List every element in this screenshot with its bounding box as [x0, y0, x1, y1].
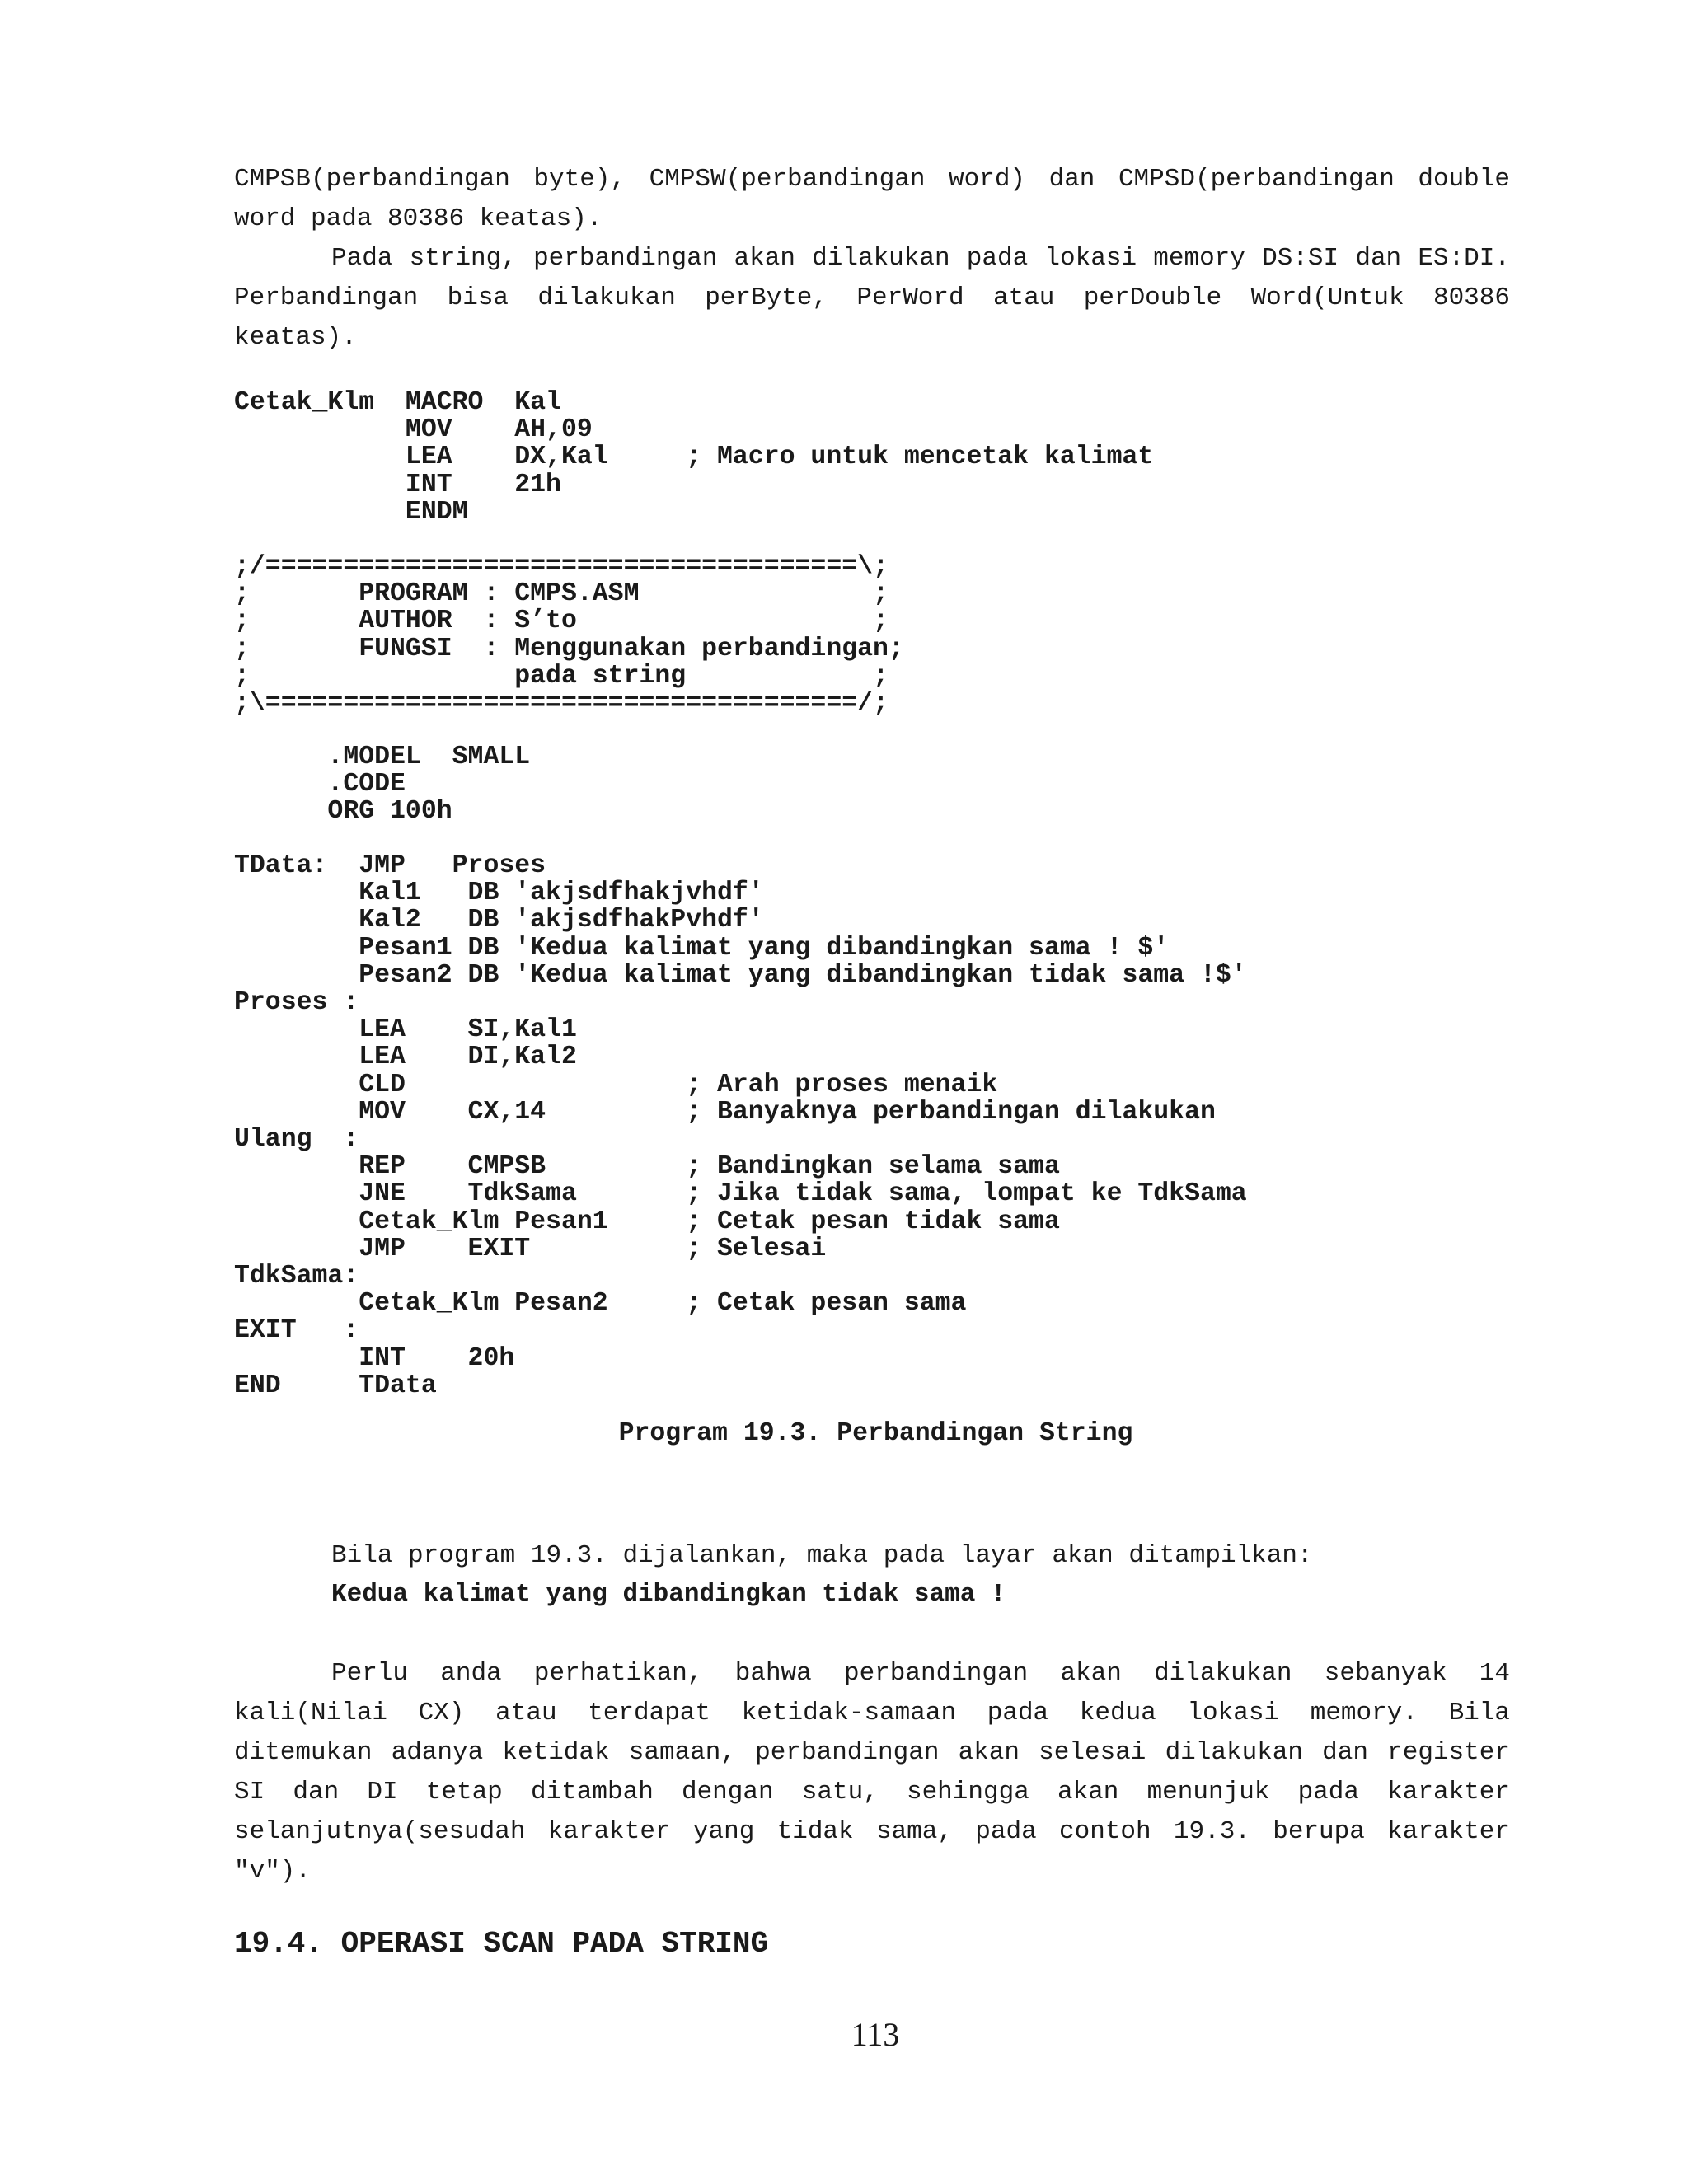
page-number: 113 [851, 2016, 900, 2053]
section-heading: 19.4. OPERASI SCAN PADA STRING [234, 1927, 769, 1961]
intro-paragraph: CMPSB(perbandingan byte), CMPSW(perbandingan word) dan CMPSD(perbandingan double word pada 80386 keatas). [234, 165, 1510, 233]
program-caption: Program 19.3. Perbandingan String [618, 1419, 1133, 1448]
explanation-paragraph: Perlu anda perhatikan, bahwa perbandingan akan dilakukan sebanyak 14 kali(Nilai CX) atau terdapat ketidak-samaan pada kedua lokasi memory. Bila ditemukan adanya ketidak samaan, perbandingan akan selesai dilakukan dan register SI dan DI tetap ditambah dengan satu, sehingga akan menunjuk pada karakter selanjutnya(sesudah karakter yang tidak sama, pada contoh 19.3. berupa karakter "v"). [234, 1659, 1510, 1886]
program-header-comment: ;/======================================\; ; PROGRAM : CMPS.ASM ; ; AUTHOR : S’to ; ; FUNGSI : Menggunakan perbandingan; ; pada string ; ;\======================================/; [234, 552, 904, 719]
run-intro-text: Bila program 19.3. dijalankan, maka pada layar akan ditampilkan: [331, 1541, 1313, 1570]
model-directives-code: .MODEL SMALL .CODE ORG 100h [327, 743, 531, 827]
program-output-text: Kedua kalimat yang dibandingkan tidak sama ! [331, 1580, 1006, 1609]
macro-code-block: Cetak_Klm MACRO Kal MOV AH,09 LEA DX,Kal ; Macro untuk mencetak kalimat INT 21h ENDM [234, 388, 1154, 527]
string-compare-paragraph: Pada string, perbandingan akan dilakukan pada lokasi memory DS:SI dan ES:DI. Perbandingan bisa dilakukan perByte, PerWord atau perDouble Word(Untuk 80386 keatas). [234, 244, 1510, 352]
program-body-code: TData: JMP Proses Kal1 DB 'akjsdfhakjvhdf' Kal2 DB 'akjsdfhakPvhdf' Pesan1 DB 'Kedua kalimat yang dibandingkan sama ! $' Pesan2 DB 'Kedua kalimat yang dibandingkan tidak sama !$' Proses : LEA SI,Kal1 LEA DI,Kal2 CLD ; Arah proses menaik MOV CX,14 ; Banyaknya perbandingan dilakukan Ulang : REP CMPSB ; Bandingkan selama sama JNE TdkSama ; Jika tidak sama, lompat ke TdkSama Cetak_Klm Pesan1 ; Cetak pesan tidak sama JMP EXIT ; Selesai TdkSama: Cetak_Klm Pesan2 ; Cetak pesan sama EXIT : INT 20h END TData [234, 851, 1247, 1400]
